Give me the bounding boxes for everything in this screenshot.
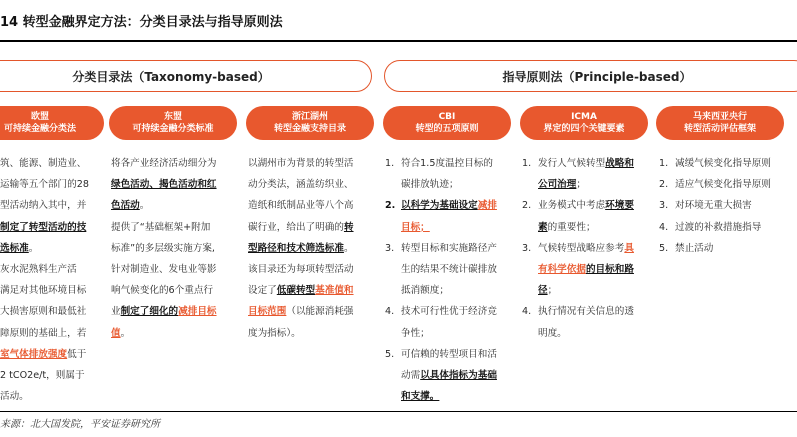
icma-item-text: 的重要性；: [547, 221, 596, 233]
source-note: 来源：北大国发院，平安证券研究所: [0, 419, 160, 430]
icma-item-text: 执行情况有关信息的透: [538, 306, 634, 318]
huzhou-line: （以能源消耗强: [286, 306, 354, 318]
cbi-item-text: 可信赖的转型项目和活: [401, 348, 497, 360]
cbi-item-number: 4.: [385, 306, 395, 318]
taxonomy-header-label: 分类目录法（Taxonomy-based）: [72, 69, 270, 84]
icma-item-text: 气候转型战略应参考: [538, 242, 625, 254]
asean-line: 提供了“基础框架+附加: [111, 221, 211, 233]
icma-item-text: 明度。: [538, 327, 567, 339]
icma-emphasis: 具: [624, 242, 634, 254]
icma-item-text: 业务模式中考虑: [538, 200, 606, 212]
huzhou-line: 度为指标）。: [248, 327, 301, 339]
icma-highlight: 的目标和路: [585, 264, 634, 276]
cbi-item-text: 转型目标和实施路径产: [401, 242, 497, 254]
huzhou-highlight: 型路径和技术筛选标准: [248, 242, 344, 254]
asean-line: 业: [111, 306, 121, 318]
top-rule: [0, 40, 797, 42]
huzhou-line: 动分类法，涵盖纺织业、: [248, 179, 354, 191]
cbi-item: [385, 195, 513, 237]
bottom-rule: [0, 411, 797, 412]
icma-list: [522, 153, 652, 344]
cbi-highlight: 以具体指标为基础: [420, 370, 497, 382]
tag-icma-line2: 界定的四个关键要素: [543, 124, 625, 134]
asean-highlight: 色活动: [111, 200, 140, 212]
eu-line: 低于: [67, 348, 87, 360]
eu-line: 灰水泥熟料生产活: [0, 264, 77, 276]
icma-highlight: 环境要: [605, 200, 634, 212]
taxonomy-header: [0, 60, 372, 92]
malaysia-item: [659, 238, 797, 259]
asean-line: 针对制造业、发电业等影: [111, 264, 217, 276]
eu-line: 障原则的基础上，若: [0, 327, 87, 339]
tag-huzhou-line1: 浙江湖州: [291, 112, 328, 122]
huzhou-text: [248, 153, 378, 344]
icma-highlight: 素: [538, 221, 548, 233]
huzhou-line: 该目录还为每项转型活动: [248, 264, 354, 276]
cbi-item-text: 争性；: [401, 327, 430, 339]
asean-text: [111, 153, 241, 344]
huzhou-punct: 。: [343, 242, 354, 254]
principle-header: [384, 60, 797, 92]
tag-malaysia-line1: 马来西亚央行: [692, 112, 747, 122]
asean-punct: 。: [120, 327, 131, 339]
malaysia-item-number: 2.: [659, 179, 669, 191]
icma-highlight: 战略和: [605, 158, 634, 169]
eu-line: 运输等五个部门的28: [0, 179, 89, 191]
cbi-item: [385, 153, 513, 195]
tag-malaysia: [656, 106, 784, 140]
icma-punct: ；: [576, 179, 586, 191]
malaysia-item-number: 4.: [659, 221, 669, 233]
malaysia-item-text: 减缓气候变化指导原则: [675, 158, 771, 169]
cbi-item-number: 5.: [385, 348, 395, 360]
malaysia-item: [659, 174, 797, 195]
eu-line: 大损害原则和最低社: [0, 306, 87, 318]
icma-punct: ；: [547, 285, 558, 297]
icma-item: [522, 301, 652, 343]
tag-asean-line1: 东盟: [163, 112, 182, 122]
malaysia-item-text: 对环境无重大损害: [675, 200, 752, 212]
eu-punct: 。: [28, 242, 39, 254]
tag-cbi: [383, 106, 511, 140]
icma-item: [522, 153, 652, 195]
icma-item: [522, 195, 652, 237]
icma-item: [522, 238, 652, 302]
malaysia-item-number: 5.: [659, 242, 669, 254]
asean-line: 标准”的多层级实施方案,: [111, 242, 215, 254]
huzhou-emphasis: 基准值和: [315, 285, 354, 297]
cbi-item: [385, 344, 513, 408]
principle-header-label: 指导原则法（Principle-based）: [502, 69, 692, 84]
cbi-highlight: 和支撑。: [401, 391, 440, 403]
icma-item-number: 1.: [522, 158, 532, 169]
asean-highlight: 绿色活动、揭色活动和红: [111, 179, 217, 191]
icma-highlight: 径: [538, 285, 548, 297]
cbi-item-number: 3.: [385, 242, 395, 254]
tag-icma: [520, 106, 648, 140]
asean-highlight: 制定了细化的: [120, 306, 179, 318]
eu-highlight: 制定了转型活动的技: [0, 221, 87, 233]
cbi-item-text: 生的结果不统计碳排放: [401, 264, 497, 276]
tag-eu-line1: 欧盟: [30, 112, 49, 122]
cbi-item: [385, 238, 513, 302]
malaysia-item-number: 3.: [659, 200, 669, 212]
cbi-item-text: 动需: [401, 370, 421, 382]
huzhou-line: 造纸和纸制品业等八个高: [248, 200, 354, 212]
malaysia-item: [659, 217, 797, 238]
cbi-highlight: 以科学为基础设定: [401, 200, 478, 212]
tag-huzhou: [246, 106, 374, 140]
eu-emphasis: 室气体排放强度: [0, 348, 68, 360]
tag-cbi-line2: 转型的五项原则: [415, 124, 479, 134]
asean-punct: 。: [139, 200, 150, 212]
huzhou-highlight: 转: [343, 221, 354, 233]
malaysia-item: [659, 153, 797, 174]
figure-title: 14 转型金融界定方法：分类目录法与指导原则法: [0, 15, 283, 30]
huzhou-highlight: 低碳转型: [276, 285, 316, 297]
icma-item-number: 4.: [522, 306, 532, 318]
eu-line: 型活动纳入其中，并: [0, 200, 87, 212]
cbi-list: [385, 153, 513, 407]
tag-huzhou-line2: 转型金融支持目录: [273, 124, 346, 134]
cbi-item-text: 抵消额度；: [401, 285, 449, 297]
huzhou-line: 设定了: [248, 285, 277, 297]
tag-eu: [0, 106, 104, 140]
cbi-item-text: 碳排放轨迹；: [401, 179, 459, 191]
asean-emphasis: 值: [111, 327, 121, 339]
cbi-item-number: 1.: [385, 158, 395, 169]
eu-line: 筑、能源、制造业、: [0, 158, 87, 169]
tag-malaysia-line2: 转型活动评估框架: [683, 124, 756, 134]
malaysia-item-number: 1.: [659, 158, 669, 169]
icma-item-text: 发行人气候转型: [538, 158, 606, 169]
tag-cbi-line1: CBI: [438, 112, 456, 122]
huzhou-line: 以湖州市为背景的转型活: [248, 158, 354, 169]
tag-icma-line1: ICMA: [571, 112, 597, 122]
icma-item-number: 2.: [522, 200, 532, 212]
malaysia-list: [659, 153, 797, 259]
eu-highlight: 选标准: [0, 242, 29, 254]
malaysia-item-text: 过渡的补救措施指导: [675, 221, 762, 233]
malaysia-item: [659, 195, 797, 216]
tag-asean-line2: 可持续金融分类标准: [132, 124, 214, 134]
malaysia-item-text: 适应气候变化指导原则: [675, 179, 771, 191]
eu-line: 活动。: [0, 391, 29, 403]
tag-eu-line2: 可持续金融分类法: [3, 124, 76, 134]
cbi-item-number: 2.: [385, 200, 396, 212]
icma-highlight: 公司治理: [538, 179, 577, 191]
cbi-item-text: 符合1.5度温控目标的: [401, 158, 494, 169]
asean-line: 将各产业经济活动细分为: [111, 158, 217, 169]
cbi-item-text: 技术可行性优于经济竞: [401, 306, 497, 318]
cbi-item: [385, 301, 513, 343]
huzhou-emphasis: 目标范围: [248, 306, 287, 318]
asean-emphasis: 减排目标: [178, 306, 217, 318]
cbi-emphasis: 目标；: [401, 221, 430, 233]
tag-asean: [109, 106, 237, 140]
malaysia-item-text: 禁止活动: [675, 242, 714, 254]
huzhou-line: 碳行业，给出了明确的: [248, 221, 344, 233]
icma-emphasis: 有科学依据: [538, 264, 586, 276]
eu-line: 2 tCO2e/t，则属于: [0, 370, 85, 382]
asean-line: 响气候变化的6个重点行: [111, 285, 214, 297]
eu-text: [0, 153, 105, 407]
icma-item-number: 3.: [522, 242, 532, 254]
eu-line: 满足对其他环境目标: [0, 285, 87, 297]
cbi-emphasis: 减排: [477, 200, 497, 212]
